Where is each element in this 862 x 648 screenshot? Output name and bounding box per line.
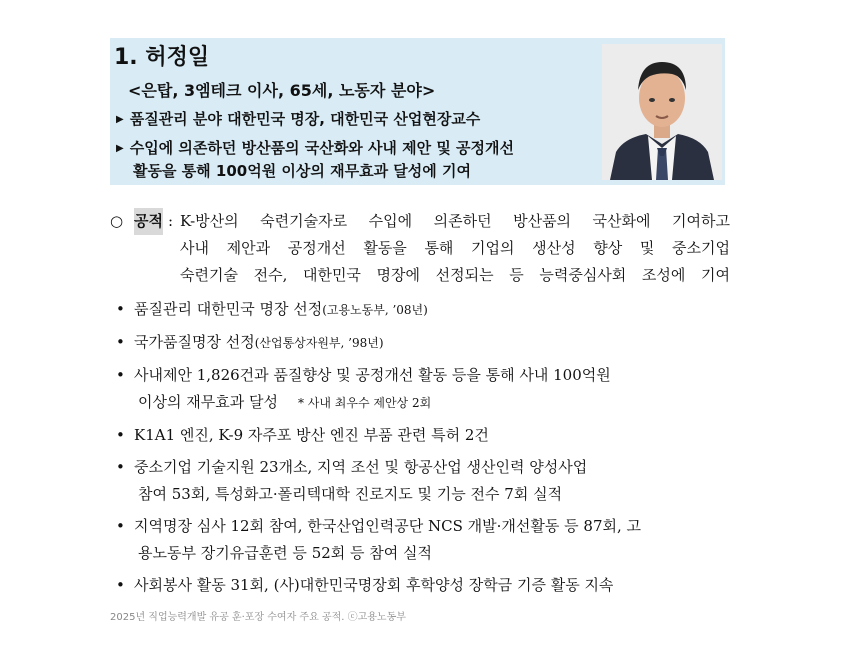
item-line-2-text: 이상의 재무효과 달성: [138, 393, 278, 411]
bullet-icon: •: [116, 458, 125, 476]
list-item: [110, 362, 730, 417]
item-text: 사회봉사 활동 31회, (사)대한민국명장회 후학양성 장학금 기증 활동 지속: [134, 576, 614, 594]
item-source: (산업통상자원부, ’98년): [254, 336, 384, 350]
item-line-1: 사내제안 1,826건과 품질향상 및 공정개선 활동 등을 통해 사내 100억원: [134, 366, 611, 384]
header-panel: [110, 38, 725, 185]
item-line-1: 중소기업 기술지원 23개소, 지역 조선 및 항공산업 생산인력 양성사업: [134, 458, 588, 476]
header-bullet-2: [116, 137, 514, 183]
bullet-icon: •: [116, 576, 125, 594]
page-title: 1. 허정일: [114, 45, 210, 70]
header-bullet-2-line1: 수입에 의존하던 방산품의 국산화와 사내 제안 및 공정개선: [129, 139, 515, 157]
merit-line-3: 숙련기술 전수, 대한민국 명장에 선정되는 등 능력중심사회 조성에 기여: [180, 266, 730, 284]
list-item: [110, 572, 730, 599]
item-text: 품질관리 대한민국 명장 선정: [134, 300, 323, 318]
header-bullet-1-prefix: 품질관리 분야: [129, 110, 228, 128]
item-note: * 사내 최우수 제안상 2회: [297, 396, 432, 410]
list-item: [110, 296, 730, 324]
list-item: [110, 513, 730, 567]
circle-bullet-icon: ○: [110, 212, 124, 230]
merit-body: [110, 208, 730, 599]
portrait-photo: [602, 44, 722, 180]
item-line-2: 참여 53회, 특성화고·폴리텍대학 진로지도 및 기능 전수 7회 실적: [138, 485, 563, 503]
merit-label: 공적: [134, 208, 163, 235]
list-item: [110, 422, 730, 449]
footer-caption: 2025년 직업능력개발 유공 훈·포장 수여자 주요 공적. ⓒ고용노동부: [110, 612, 406, 623]
triangle-bullet-icon: ▶: [116, 114, 124, 125]
item-line-1: 지역명장 심사 12회 참여, 한국산업인력공단 NCS 개발·개선활동 등 87회, 고: [134, 517, 642, 535]
bullet-icon: •: [116, 366, 125, 384]
merit-colon: :: [168, 212, 174, 230]
item-text: K1A1 엔진, K-9 자주포 방산 엔진 부품 관련 특허 2건: [134, 426, 489, 444]
merit-line-1: K-방산의 숙련기술자로 수입에 의존하던 방산품의 국산화에 기여하고: [180, 212, 730, 230]
bullet-icon: •: [116, 426, 125, 444]
portrait-illustration-icon: [602, 44, 722, 180]
merit-text: [180, 208, 730, 289]
item-line-2: [134, 389, 730, 417]
header-bullet-1: [116, 108, 480, 131]
list-item: [110, 454, 730, 508]
item-text: 국가품질명장 선정: [134, 333, 255, 351]
header-bullet-1-bold: 대한민국 명장, 대한민국 산업현장교수: [227, 110, 481, 128]
item-line-2: 용노동부 장기유급훈련 등 52회 등 참여 실적: [138, 544, 433, 562]
triangle-bullet-icon: ▶: [116, 143, 124, 154]
merit-summary: [110, 208, 730, 289]
list-item: [110, 329, 730, 357]
bullet-icon: •: [116, 333, 125, 351]
award-subtitle: <은탑, 3엠테크 이사, 65세, 노동자 분야>: [128, 81, 436, 100]
bullet-icon: •: [116, 300, 125, 318]
merit-line-2: 사내 제안과 공정개선 활동을 통해 기업의 생산성 향상 및 중소기업: [180, 239, 730, 257]
bullet-icon: •: [116, 517, 125, 535]
header-bullet-2-line2: 활동을 통해 100억원 이상의 재무효과 달성에 기여: [133, 162, 471, 180]
item-source: (고용노동부, ’08년): [322, 303, 428, 317]
